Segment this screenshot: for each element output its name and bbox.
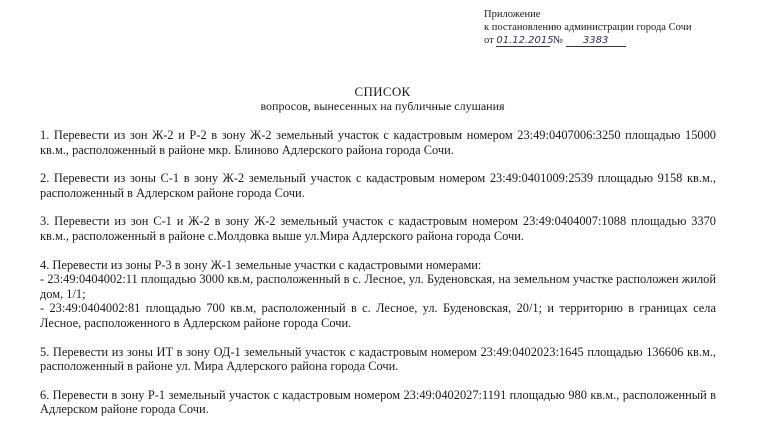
- items-list: [40, 128, 716, 431]
- number-prefix: №: [552, 35, 563, 46]
- item-text: 1. Перевести из зон Ж-2 и Р-2 в зону Ж-2 земельный участок с кадастровым номером 23:49:0407006:3250 площадью 15000 кв.м., расположенный в районе мкр. Блиново Адлерского района города Сочи.: [40, 128, 716, 157]
- list-item: [40, 258, 716, 331]
- item-text: 6. Перевести в зону Р-1 земельный участок с кадастровым номером 23:49:0402027:1191 площадью 980 кв.м., расположенный в Адлерском районе города Сочи.: [40, 387, 716, 417]
- item-subentry: - 23:49:0404002:11 площадью 3000 кв.м, расположенный в с. Лесное, ул. Буденовская, на земельном участке расположен жилой дом, 1/1;: [40, 272, 716, 301]
- appendix-date-line: [484, 34, 691, 47]
- document-title: СПИСОК: [354, 84, 411, 99]
- date-prefix: от: [484, 35, 494, 46]
- item-subentry: - 23:49:0404002:81 площадью 700 кв.м, расположенный в с. Лесное, ул. Буденовская, 20/1; и территорию в границах села Лесное, расположенного в Адлерском районе города Сочи.: [40, 301, 716, 330]
- item-text: 2. Перевести из зоны С-1 в зону Ж-2 земельный участок с кадастровым номером 23:49:0401009:2539 площадью 9158 кв.м., расположенный в Адлерском районе города Сочи.: [40, 171, 716, 200]
- list-item: [40, 128, 716, 157]
- handwritten-date: 01.12.2015: [496, 35, 554, 46]
- handwritten-number: 3383: [566, 35, 626, 47]
- list-item: [40, 171, 716, 200]
- item-text: 4. Перевести из зоны Р-3 в зону Ж-1 земельные участки с кадастровыми номерами:: [40, 257, 482, 272]
- list-item: [40, 388, 716, 417]
- list-item: [40, 214, 716, 243]
- appendix-label: Приложение: [484, 9, 541, 20]
- list-item: [40, 345, 716, 374]
- appendix-header: [484, 8, 691, 47]
- item-text: 3. Перевести из зон С-1 и Ж-2 в зону Ж-2 земельный участок с кадастровым номером 23:49:0404007:1088 площадью 3370 кв.м., расположенный в районе с.Молдовка выше ул.Мира Адлерского района города Сочи.: [40, 214, 716, 243]
- document-subtitle: вопросов, вынесенных на публичные слушания: [260, 99, 505, 113]
- item-text: 5. Перевести из зоны ИТ в зону ОД-1 земельный участок с кадастровым номером 23:49:0402023:1645 площадью 136606 кв.м., расположенный в районе ул. Мира Адлерского района города Сочи.: [40, 344, 716, 374]
- appendix-decree-reference: к постановлению администрации города Сочи: [484, 22, 692, 33]
